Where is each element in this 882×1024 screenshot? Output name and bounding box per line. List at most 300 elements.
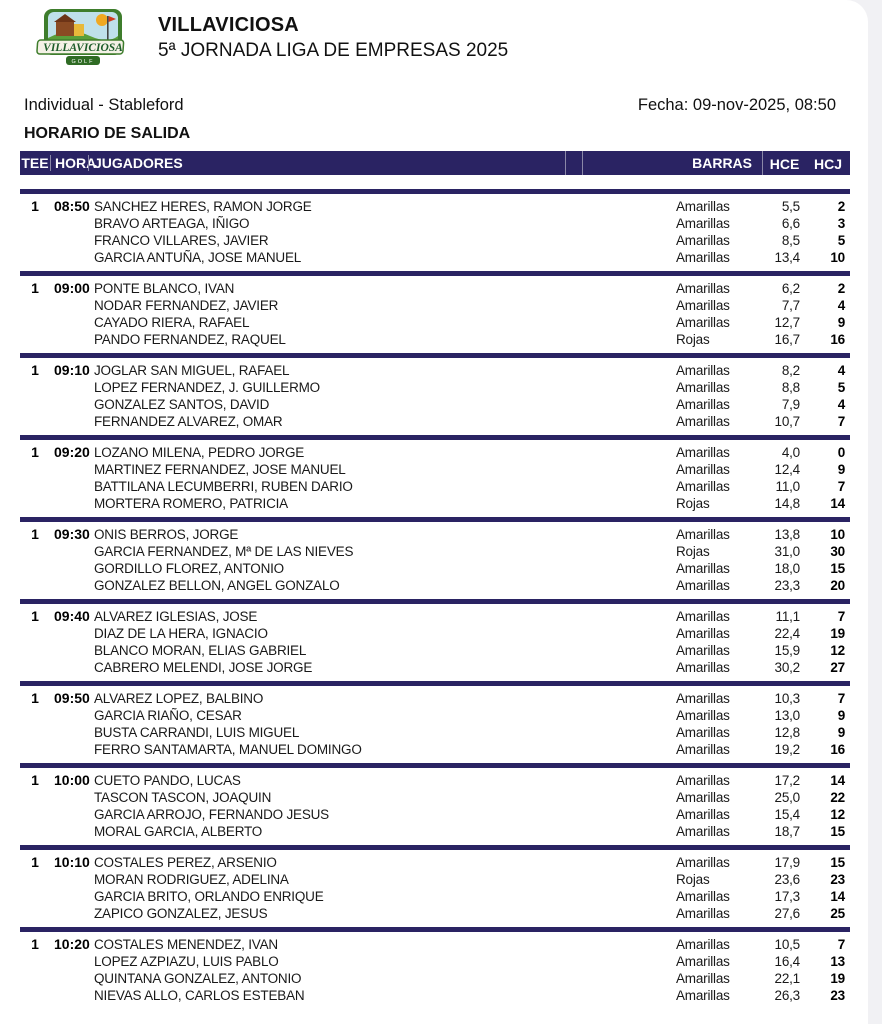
tee-time bbox=[50, 478, 88, 495]
tee-number bbox=[20, 953, 50, 970]
exact-handicap: 15,9 bbox=[774, 643, 800, 658]
player-row bbox=[20, 577, 850, 594]
exact-handicap: 10,7 bbox=[774, 414, 800, 429]
playing-handicap: 7 bbox=[837, 479, 845, 494]
player-row bbox=[20, 249, 850, 266]
column-header-jugadores: JUGADORES bbox=[88, 155, 565, 171]
tee-number bbox=[20, 396, 50, 413]
tee-time-group bbox=[20, 194, 850, 271]
tee-time bbox=[50, 987, 88, 1004]
exact-handicap: 16,7 bbox=[774, 332, 800, 347]
tee-number bbox=[20, 659, 50, 676]
player-row bbox=[20, 560, 850, 577]
player-name: TASCON TASCON, JOAQUIN bbox=[94, 790, 272, 805]
player-row bbox=[20, 823, 850, 840]
tee-markers: Rojas bbox=[676, 496, 710, 511]
player-row bbox=[20, 314, 850, 331]
tee-markers: Amarillas bbox=[676, 954, 730, 969]
player-name: BRAVO ARTEAGA, IÑIGO bbox=[94, 216, 250, 231]
tee-time: 10:00 bbox=[54, 772, 90, 788]
tee-time: 10:10 bbox=[54, 854, 90, 870]
exact-handicap: 13,0 bbox=[774, 708, 800, 723]
player-row bbox=[20, 478, 850, 495]
player-row bbox=[20, 444, 850, 461]
player-name: MORTERA ROMERO, PATRICIA bbox=[94, 496, 288, 511]
player-row bbox=[20, 724, 850, 741]
tee-time bbox=[50, 724, 88, 741]
tee-time bbox=[50, 461, 88, 478]
tee-time bbox=[50, 314, 88, 331]
tee-number bbox=[20, 297, 50, 314]
tee-number bbox=[20, 871, 50, 888]
player-row bbox=[20, 987, 850, 1004]
player-name: ALVAREZ IGLESIAS, JOSE bbox=[94, 609, 258, 624]
player-name: QUINTANA GONZALEZ, ANTONIO bbox=[94, 971, 302, 986]
playing-handicap: 30 bbox=[830, 544, 845, 559]
player-row bbox=[20, 362, 850, 379]
tee-markers: Amarillas bbox=[676, 660, 730, 675]
player-name: SANCHEZ HERES, RAMON JORGE bbox=[94, 199, 312, 214]
column-header-hora: HORA bbox=[50, 155, 88, 171]
meta-row bbox=[24, 96, 836, 115]
player-name: COSTALES MENENDEZ, IVAN bbox=[94, 937, 278, 952]
exact-handicap: 26,3 bbox=[774, 988, 800, 1003]
playing-handicap: 7 bbox=[837, 609, 845, 624]
tee-number: 1 bbox=[31, 280, 39, 296]
playing-handicap: 4 bbox=[837, 363, 845, 378]
exact-handicap: 17,3 bbox=[774, 889, 800, 904]
exact-handicap: 12,8 bbox=[774, 725, 800, 740]
player-row bbox=[20, 297, 850, 314]
svg-text:GOLF: GOLF bbox=[71, 59, 95, 65]
tee-number bbox=[20, 249, 50, 266]
tee-time bbox=[50, 297, 88, 314]
player-row bbox=[20, 806, 850, 823]
playing-handicap: 12 bbox=[830, 807, 845, 822]
tee-markers: Amarillas bbox=[676, 561, 730, 576]
player-row bbox=[20, 936, 850, 953]
tee-time bbox=[50, 560, 88, 577]
playing-handicap: 3 bbox=[837, 216, 845, 231]
tee-number bbox=[20, 331, 50, 348]
player-name: PONTE BLANCO, IVAN bbox=[94, 281, 235, 296]
player-name: BATTILANA LECUMBERRI, RUBEN DARIO bbox=[94, 479, 353, 494]
tee-time bbox=[50, 659, 88, 676]
tee-markers: Amarillas bbox=[676, 824, 730, 839]
player-name: NODAR FERNANDEZ, JAVIER bbox=[94, 298, 279, 313]
tee-markers: Amarillas bbox=[676, 281, 730, 296]
tee-number bbox=[20, 543, 50, 560]
exact-handicap: 10,3 bbox=[774, 691, 800, 706]
tee-time-group bbox=[20, 358, 850, 435]
player-name: BUSTA CARRANDI, LUIS MIGUEL bbox=[94, 725, 300, 740]
exact-handicap: 6,6 bbox=[781, 216, 800, 231]
svg-text:VILLAVICIOSA: VILLAVICIOSA bbox=[43, 42, 123, 54]
tee-markers: Amarillas bbox=[676, 609, 730, 624]
playing-handicap: 19 bbox=[830, 971, 845, 986]
tee-markers: Amarillas bbox=[676, 250, 730, 265]
player-name: GORDILLO FLOREZ, ANTONIO bbox=[94, 561, 284, 576]
playing-handicap: 10 bbox=[830, 527, 845, 542]
player-name: CUETO PANDO, LUCAS bbox=[94, 773, 241, 788]
player-name: GARCIA RIAÑO, CESAR bbox=[94, 708, 242, 723]
tee-markers: Amarillas bbox=[676, 199, 730, 214]
tee-time-group bbox=[20, 768, 850, 845]
tee-time bbox=[50, 249, 88, 266]
exact-handicap: 8,5 bbox=[781, 233, 800, 248]
tee-number bbox=[20, 642, 50, 659]
exact-handicap: 25,0 bbox=[774, 790, 800, 805]
tee-number bbox=[20, 823, 50, 840]
tee-markers: Amarillas bbox=[676, 906, 730, 921]
playing-handicap: 20 bbox=[830, 578, 845, 593]
golf-club-logo-icon bbox=[30, 8, 136, 70]
playing-handicap: 22 bbox=[830, 790, 845, 805]
playing-handicap: 15 bbox=[830, 824, 845, 839]
tee-number: 1 bbox=[31, 936, 39, 952]
tee-markers: Amarillas bbox=[676, 725, 730, 740]
tee-time-group bbox=[20, 932, 850, 1009]
player-name: MARTINEZ FERNANDEZ, JOSE MANUEL bbox=[94, 462, 346, 477]
playing-handicap: 2 bbox=[837, 199, 845, 214]
exact-handicap: 17,9 bbox=[774, 855, 800, 870]
exact-handicap: 19,2 bbox=[774, 742, 800, 757]
tee-time bbox=[50, 953, 88, 970]
playing-handicap: 9 bbox=[837, 725, 845, 740]
exact-handicap: 4,0 bbox=[781, 445, 800, 460]
tee-number bbox=[20, 806, 50, 823]
player-row bbox=[20, 659, 850, 676]
tee-markers: Amarillas bbox=[676, 626, 730, 641]
tee-time bbox=[50, 789, 88, 806]
tee-number: 1 bbox=[31, 854, 39, 870]
tee-number bbox=[20, 724, 50, 741]
tee-number: 1 bbox=[31, 198, 39, 214]
tee-number: 1 bbox=[31, 608, 39, 624]
tee-number bbox=[20, 970, 50, 987]
tee-number: 1 bbox=[31, 690, 39, 706]
tee-number bbox=[20, 478, 50, 495]
tee-number: 1 bbox=[31, 526, 39, 542]
playing-handicap: 25 bbox=[830, 906, 845, 921]
player-row bbox=[20, 789, 850, 806]
tee-markers: Amarillas bbox=[676, 397, 730, 412]
tee-number: 1 bbox=[31, 444, 39, 460]
player-row bbox=[20, 741, 850, 758]
tee-time bbox=[50, 741, 88, 758]
player-name: ONIS BERROS, JORGE bbox=[94, 527, 239, 542]
player-name: CABRERO MELENDI, JOSE JORGE bbox=[94, 660, 313, 675]
player-name: GARCIA ANTUÑA, JOSE MANUEL bbox=[94, 250, 302, 265]
tee-time bbox=[50, 625, 88, 642]
tee-time-group bbox=[20, 440, 850, 517]
player-row bbox=[20, 461, 850, 478]
competition-format: Individual - Stableford bbox=[24, 96, 184, 114]
tee-number bbox=[20, 888, 50, 905]
exact-handicap: 31,0 bbox=[774, 544, 800, 559]
tee-markers: Amarillas bbox=[676, 790, 730, 805]
tee-times-table bbox=[20, 151, 850, 1009]
playing-handicap: 7 bbox=[837, 937, 845, 952]
player-row bbox=[20, 690, 850, 707]
playing-handicap: 0 bbox=[837, 445, 845, 460]
tee-number bbox=[20, 215, 50, 232]
tee-number bbox=[20, 379, 50, 396]
tee-number bbox=[20, 741, 50, 758]
player-name: LOPEZ FERNANDEZ, J. GUILLERMO bbox=[94, 380, 320, 395]
tee-time bbox=[50, 823, 88, 840]
exact-handicap: 8,2 bbox=[781, 363, 800, 378]
tee-markers: Amarillas bbox=[676, 855, 730, 870]
exact-handicap: 7,7 bbox=[781, 298, 800, 313]
column-header-hcj: HCJ bbox=[813, 155, 842, 172]
tee-time: 09:00 bbox=[54, 280, 90, 296]
exact-handicap: 16,4 bbox=[774, 954, 800, 969]
tee-markers: Rojas bbox=[676, 544, 710, 559]
player-name: GARCIA BRITO, ORLANDO ENRIQUE bbox=[94, 889, 324, 904]
playing-handicap: 14 bbox=[830, 496, 845, 511]
tee-number bbox=[20, 905, 50, 922]
tee-markers: Amarillas bbox=[676, 708, 730, 723]
tee-markers: Amarillas bbox=[676, 315, 730, 330]
exact-handicap: 10,5 bbox=[774, 937, 800, 952]
tee-time bbox=[50, 215, 88, 232]
tee-markers: Amarillas bbox=[676, 643, 730, 658]
player-name: ALVAREZ LOPEZ, BALBINO bbox=[94, 691, 264, 706]
tee-markers: Amarillas bbox=[676, 527, 730, 542]
club-logo bbox=[30, 8, 136, 70]
playing-handicap: 16 bbox=[830, 742, 845, 757]
player-name: GONZALEZ SANTOS, DAVID bbox=[94, 397, 270, 412]
column-header-hce: HCE bbox=[762, 151, 806, 175]
tee-markers: Amarillas bbox=[676, 462, 730, 477]
player-name: GARCIA ARROJO, FERNANDO JESUS bbox=[94, 807, 329, 822]
exact-handicap: 13,4 bbox=[774, 250, 800, 265]
exact-handicap: 12,4 bbox=[774, 462, 800, 477]
player-row bbox=[20, 905, 850, 922]
tee-number: 1 bbox=[31, 362, 39, 378]
tee-time-group bbox=[20, 686, 850, 763]
tee-time: 10:20 bbox=[54, 936, 90, 952]
player-row bbox=[20, 871, 850, 888]
tee-time bbox=[50, 232, 88, 249]
playing-handicap: 2 bbox=[837, 281, 845, 296]
tee-markers: Amarillas bbox=[676, 479, 730, 494]
player-name: LOZANO MILENA, PEDRO JORGE bbox=[94, 445, 305, 460]
player-row bbox=[20, 396, 850, 413]
exact-handicap: 23,6 bbox=[774, 872, 800, 887]
column-header-barras: BARRAS bbox=[582, 151, 762, 175]
exact-handicap: 13,8 bbox=[774, 527, 800, 542]
playing-handicap: 15 bbox=[830, 561, 845, 576]
tee-time: 09:20 bbox=[54, 444, 90, 460]
tee-number bbox=[20, 461, 50, 478]
tee-number bbox=[20, 707, 50, 724]
tee-time: 09:10 bbox=[54, 362, 90, 378]
player-row bbox=[20, 772, 850, 789]
player-name: GONZALEZ BELLON, ANGEL GONZALO bbox=[94, 578, 340, 593]
playing-handicap: 19 bbox=[830, 626, 845, 641]
player-row bbox=[20, 215, 850, 232]
player-name: MORAN RODRIGUEZ, ADELINA bbox=[94, 872, 289, 887]
playing-handicap: 14 bbox=[830, 889, 845, 904]
playing-handicap: 10 bbox=[830, 250, 845, 265]
page-right-margin bbox=[868, 0, 882, 1024]
player-name: FERRO SANTAMARTA, MANUEL DOMINGO bbox=[94, 742, 362, 757]
column-header-spacer bbox=[565, 151, 582, 175]
player-name: PANDO FERNANDEZ, RAQUEL bbox=[94, 332, 286, 347]
playing-handicap: 12 bbox=[830, 643, 845, 658]
section-title: HORARIO DE SALIDA bbox=[24, 125, 191, 142]
table-header-row bbox=[20, 151, 850, 175]
tee-markers: Amarillas bbox=[676, 988, 730, 1003]
player-name: DIAZ DE LA HERA, IGNACIO bbox=[94, 626, 268, 641]
exact-handicap: 5,5 bbox=[781, 199, 800, 214]
tee-markers: Amarillas bbox=[676, 363, 730, 378]
tee-time bbox=[50, 905, 88, 922]
tee-time bbox=[50, 379, 88, 396]
tee-time bbox=[50, 331, 88, 348]
player-name: FERNANDEZ ALVAREZ, OMAR bbox=[94, 414, 283, 429]
tee-time bbox=[50, 888, 88, 905]
tee-time-group bbox=[20, 604, 850, 681]
playing-handicap: 7 bbox=[837, 691, 845, 706]
tee-markers: Amarillas bbox=[676, 233, 730, 248]
tee-time-group bbox=[20, 522, 850, 599]
player-row bbox=[20, 970, 850, 987]
page-header bbox=[0, 0, 868, 70]
exact-handicap: 14,8 bbox=[774, 496, 800, 511]
player-name: CAYADO RIERA, RAFAEL bbox=[94, 315, 250, 330]
exact-handicap: 18,7 bbox=[774, 824, 800, 839]
playing-handicap: 7 bbox=[837, 414, 845, 429]
exact-handicap: 27,6 bbox=[774, 906, 800, 921]
tee-number bbox=[20, 577, 50, 594]
playing-handicap: 23 bbox=[830, 988, 845, 1003]
tee-number bbox=[20, 232, 50, 249]
exact-handicap: 22,4 bbox=[774, 626, 800, 641]
tee-markers: Amarillas bbox=[676, 971, 730, 986]
playing-handicap: 5 bbox=[837, 380, 845, 395]
exact-handicap: 7,9 bbox=[781, 397, 800, 412]
column-header-tee: TEE bbox=[21, 155, 49, 171]
player-row bbox=[20, 625, 850, 642]
tee-time bbox=[50, 871, 88, 888]
player-row bbox=[20, 707, 850, 724]
club-name: VILLAVICIOSA bbox=[158, 14, 299, 36]
tee-time bbox=[50, 413, 88, 430]
player-row bbox=[20, 543, 850, 560]
player-row bbox=[20, 198, 850, 215]
player-name: JOGLAR SAN MIGUEL, RAFAEL bbox=[94, 363, 290, 378]
tee-time: 08:50 bbox=[54, 198, 90, 214]
player-name: BLANCO MORAN, ELIAS GABRIEL bbox=[94, 643, 307, 658]
playing-handicap: 9 bbox=[837, 462, 845, 477]
tee-markers: Amarillas bbox=[676, 414, 730, 429]
tee-time bbox=[50, 396, 88, 413]
player-name: LOPEZ AZPIAZU, LUIS PABLO bbox=[94, 954, 279, 969]
player-name: ZAPICO GONZALEZ, JESUS bbox=[94, 906, 268, 921]
playing-handicap: 23 bbox=[830, 872, 845, 887]
exact-handicap: 15,4 bbox=[774, 807, 800, 822]
playing-handicap: 13 bbox=[830, 954, 845, 969]
tee-times-table-body bbox=[20, 189, 850, 1009]
event-title: 5ª JORNADA LIGA DE EMPRESAS 2025 bbox=[158, 40, 509, 61]
tee-time bbox=[50, 642, 88, 659]
tee-markers: Rojas bbox=[676, 872, 710, 887]
player-row bbox=[20, 280, 850, 297]
player-row bbox=[20, 413, 850, 430]
player-row bbox=[20, 526, 850, 543]
tee-time bbox=[50, 970, 88, 987]
playing-handicap: 4 bbox=[837, 298, 845, 313]
exact-handicap: 23,3 bbox=[774, 578, 800, 593]
playing-handicap: 16 bbox=[830, 332, 845, 347]
player-name: MORAL GARCIA, ALBERTO bbox=[94, 824, 263, 839]
tee-markers: Amarillas bbox=[676, 298, 730, 313]
playing-handicap: 14 bbox=[830, 773, 845, 788]
tee-number bbox=[20, 495, 50, 512]
tee-time bbox=[50, 495, 88, 512]
playing-handicap: 27 bbox=[830, 660, 845, 675]
tee-markers: Rojas bbox=[676, 332, 710, 347]
player-row bbox=[20, 331, 850, 348]
tee-number bbox=[20, 314, 50, 331]
exact-handicap: 22,1 bbox=[774, 971, 800, 986]
playing-handicap: 9 bbox=[837, 315, 845, 330]
tee-time: 09:40 bbox=[54, 608, 90, 624]
exact-handicap: 6,2 bbox=[781, 281, 800, 296]
tee-markers: Amarillas bbox=[676, 216, 730, 231]
tee-number bbox=[20, 789, 50, 806]
exact-handicap: 8,8 bbox=[781, 380, 800, 395]
player-row bbox=[20, 232, 850, 249]
player-row bbox=[20, 379, 850, 396]
exact-handicap: 18,0 bbox=[774, 561, 800, 576]
exact-handicap: 12,7 bbox=[774, 315, 800, 330]
tee-markers: Amarillas bbox=[676, 773, 730, 788]
tee-number bbox=[20, 625, 50, 642]
date-label: Fecha: 09-nov-2025, 08:50 bbox=[637, 96, 836, 114]
exact-handicap: 11,0 bbox=[775, 479, 800, 494]
player-name: GARCIA FERNANDEZ, Mª DE LAS NIEVES bbox=[94, 544, 354, 559]
tee-time: 09:50 bbox=[54, 690, 90, 706]
player-name: FRANCO VILLARES, JAVIER bbox=[94, 233, 269, 248]
playing-handicap: 15 bbox=[830, 855, 845, 870]
player-row bbox=[20, 854, 850, 871]
tee-number bbox=[20, 987, 50, 1004]
tee-markers: Amarillas bbox=[676, 889, 730, 904]
playing-handicap: 9 bbox=[837, 708, 845, 723]
exact-handicap: 11,1 bbox=[775, 609, 800, 624]
playing-handicap: 4 bbox=[837, 397, 845, 412]
exact-handicap: 17,2 bbox=[774, 773, 800, 788]
tee-markers: Amarillas bbox=[676, 742, 730, 757]
tee-time: 09:30 bbox=[54, 526, 90, 542]
tee-time bbox=[50, 577, 88, 594]
tee-markers: Amarillas bbox=[676, 380, 730, 395]
tee-time bbox=[50, 707, 88, 724]
exact-handicap: 30,2 bbox=[774, 660, 800, 675]
tee-time-group bbox=[20, 276, 850, 353]
tee-number: 1 bbox=[31, 772, 39, 788]
tee-markers: Amarillas bbox=[676, 937, 730, 952]
tee-markers: Amarillas bbox=[676, 445, 730, 460]
tee-time bbox=[50, 806, 88, 823]
title-block bbox=[158, 8, 508, 62]
tee-markers: Amarillas bbox=[676, 691, 730, 706]
tee-time bbox=[50, 543, 88, 560]
